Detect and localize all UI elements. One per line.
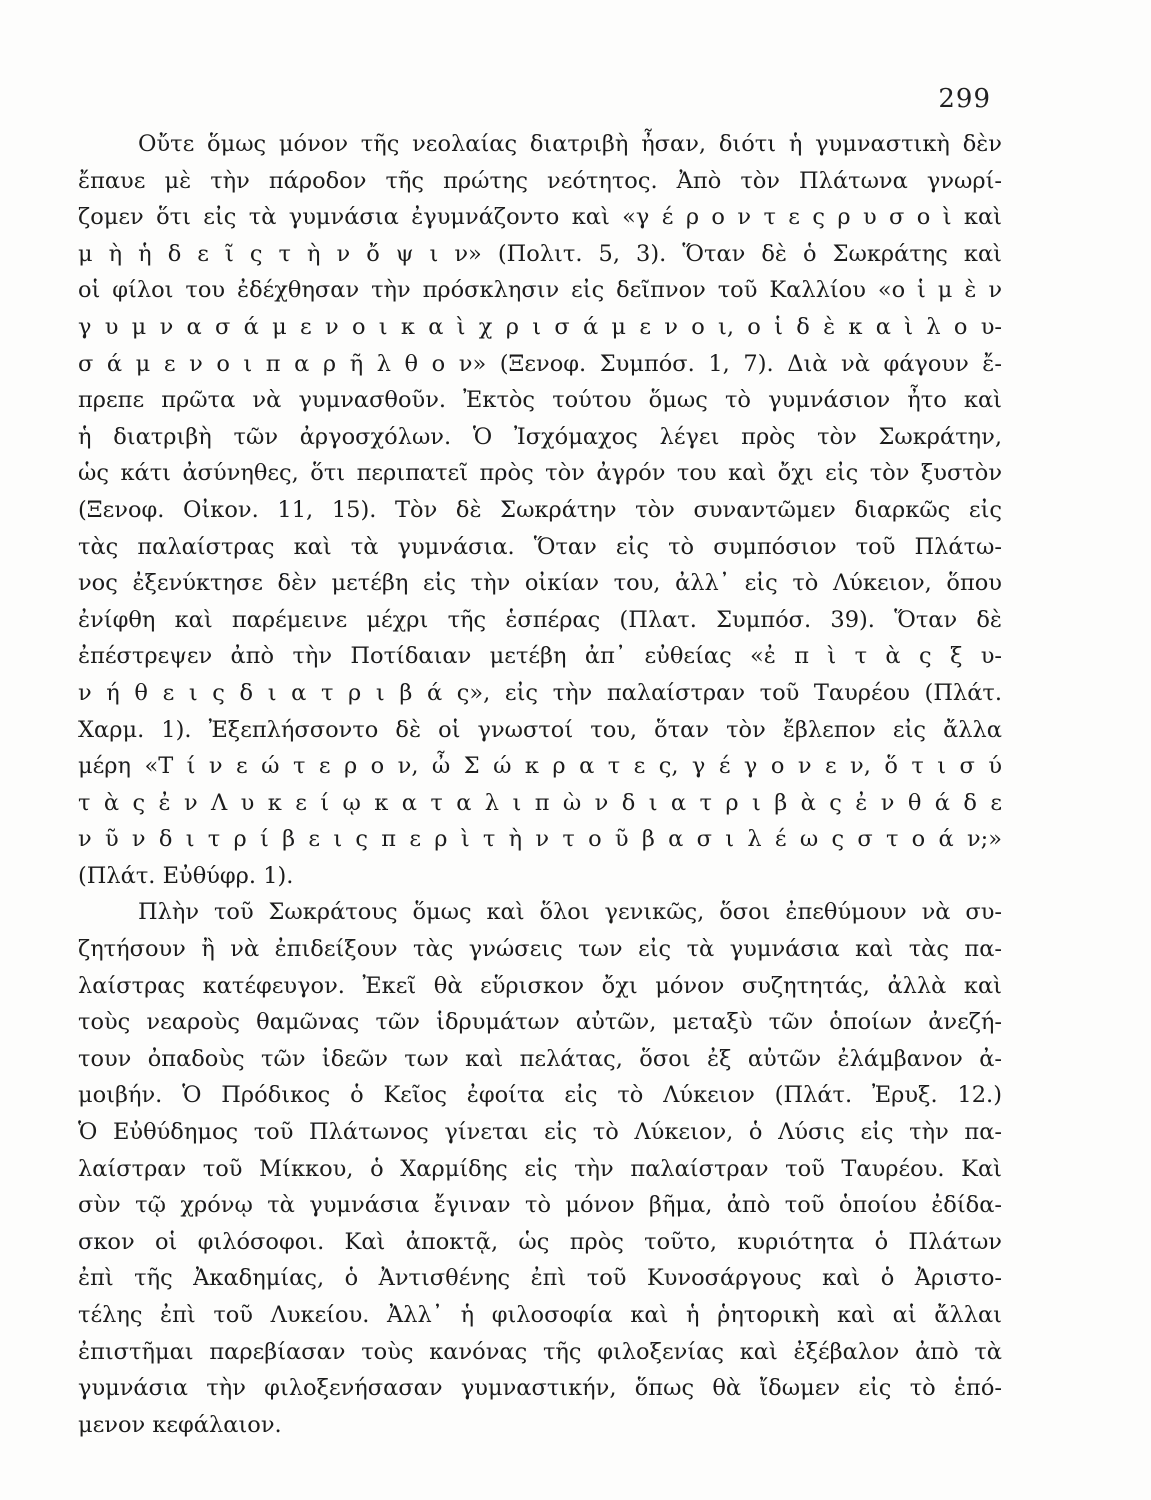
text-line: ν ή θ ε ι ς δ ι α τ ρ ι β ά ς», εἰς τὴν παλαίστραν τοῦ Ταυρέου (Πλάτ. xyxy=(78,679,1002,706)
text-line: ζομεν ὅτι εἰς τὰ γυμνάσια ἐγυμνάζοντο καὶ «γ έ ρ ο ν τ ε ς ρ υ σ ο ὶ καὶ xyxy=(78,204,1002,231)
text-line: ζητήσουν ἢ νὰ ἐπιδείξουν τὰς γνώσεις των εἰς τὰ γυμνάσια καὶ τὰς πα- xyxy=(78,936,1002,963)
paragraph-2 xyxy=(78,894,1002,1443)
text-line: (Πλάτ. Εὐθύφρ. 1). xyxy=(78,862,294,889)
text-line: τὰς παλαίστρας καὶ τὰ γυμνάσια. Ὅταν εἰς τὸ συμπόσιον τοῦ Πλάτω- xyxy=(78,533,1002,560)
body-text xyxy=(78,126,1002,1443)
text-line: σκον οἱ φιλόσοφοι. Καὶ ἀποκτᾷ, ὡς πρὸς τοῦτο, κυριότητα ὁ Πλάτων xyxy=(78,1228,1002,1255)
text-line: ἔπαυε μὲ τὴν πάροδον τῆς πρώτης νεότητος. Ἀπὸ τὸν Πλάτωνα γνωρί- xyxy=(78,167,1002,194)
text-line: μ ὴ ἡ δ ε ῖ ς τ ὴ ν ὄ ψ ι ν» (Πολιτ. 5, 3). Ὅταν δὲ ὁ Σωκράτης καὶ xyxy=(78,240,1002,267)
text-line: Χαρμ. 1). Ἐξεπλήσσοντο δὲ οἱ γνωστοί του, ὅταν τὸν ἔβλεπον εἰς ἄλλα xyxy=(78,716,1002,743)
text-line: ὡς κάτι ἀσύνηθες, ὅτι περιπατεῖ πρὸς τὸν ἀγρόν του καὶ ὄχι εἰς τὸν ξυστὸν xyxy=(78,460,1002,487)
text-line: μέρη «Τ ί ν ε ώ τ ε ρ ο ν, ὦ Σ ώ κ ρ α τ ε ς, γ έ γ ο ν ε ν, ὅ τ ι σ ύ xyxy=(78,753,1002,780)
text-line: ν ῦ ν δ ι τ ρ ί β ε ι ς π ε ρ ὶ τ ὴ ν τ ο ῦ β α σ ι λ έ ω ς σ τ ο ά ν;» xyxy=(78,826,1002,853)
text-line: Οὔτε ὅμως μόνον τῆς νεολαίας διατριβὴ ἦσαν, διότι ἡ γυμναστικὴ δὲν xyxy=(138,131,1002,157)
text-line: σ ά μ ε ν ο ι π α ρ ῆ λ θ ο ν» (Ξενοφ. Συμπόσ. 1, 7). Διὰ νὰ φάγουν ἔ- xyxy=(78,350,1002,377)
text-line: γυμνάσια τὴν φιλοξενήσασαν γυμναστικήν, ὅπως θὰ ἴδωμεν εἰς τὸ ἑπό- xyxy=(78,1375,1002,1402)
text-line: μενον κεφάλαιον. xyxy=(78,1411,282,1438)
page-number: 299 xyxy=(938,84,991,114)
text-line: Πλὴν τοῦ Σωκράτους ὅμως καὶ ὅλοι γενικῶς, ὅσοι ἐπεθύμουν νὰ συ- xyxy=(138,899,1002,926)
text-line: μοιβήν. Ὁ Πρόδικος ὁ Κεῖος ἐφοίτα εἰς τὸ Λύκειον (Πλάτ. Ἐρυξ. 12.) xyxy=(78,1082,1002,1109)
paragraph-1 xyxy=(78,126,1002,894)
text-line: τέλης ἐπὶ τοῦ Λυκείου. Ἀλλ᾽ ἡ φιλοσοφία καὶ ἡ ῥητορικὴ καὶ αἱ ἄλλαι xyxy=(78,1302,1002,1328)
text-line: λαίστρας κατέφευγον. Ἐκεῖ θὰ εὕρισκον ὄχι μόνον συζητητάς, ἀλλὰ καὶ xyxy=(78,972,1002,999)
text-line: τοὺς νεαροὺς θαμῶνας τῶν ἱδρυμάτων αὐτῶν, μεταξὺ τῶν ὁποίων ἀνεζή- xyxy=(78,1009,1002,1036)
text-line: λαίστραν τοῦ Μίκκου, ὁ Χαρμίδης εἰς τὴν παλαίστραν τοῦ Ταυρέου. Καὶ xyxy=(78,1155,1002,1182)
text-line: πρεπε πρῶτα νὰ γυμνασθοῦν. Ἐκτὸς τούτου ὅμως τὸ γυμνάσιον ἦτο καὶ xyxy=(78,387,1002,414)
text-line: ἐνίφθη καὶ παρέμεινε μέχρι τῆς ἑσπέρας (Πλατ. Συμπόσ. 39). Ὅταν δὲ xyxy=(78,606,1002,633)
text-line: οἱ φίλοι του ἐδέχθησαν τὴν πρόσκλησιν εἰς δεῖπνον τοῦ Καλλίου «ο ἱ μ ὲ ν xyxy=(78,277,1002,304)
text-line: (Ξενοφ. Οἰκον. 11, 15). Τὸν δὲ Σωκράτην τὸν συναντῶμεν διαρκῶς εἰς xyxy=(78,496,1002,523)
text-line: ἐπέστρεψεν ἀπὸ τὴν Ποτίδαιαν μετέβη ἀπ᾽ εὐθείας «ἐ π ὶ τ ὰ ς ξ υ- xyxy=(78,643,1002,670)
text-line: γ υ μ ν α σ ά μ ε ν ο ι κ α ὶ χ ρ ι σ ά μ ε ν ο ι, ο ἱ δ ὲ κ α ὶ λ ο υ- xyxy=(78,313,1002,340)
text-line: ἐπιστῆμαι παρεβίασαν τοὺς κανόνας τῆς φιλοξενίας καὶ ἐξέβαλον ἀπὸ τὰ xyxy=(78,1338,1002,1365)
text-line: σὺν τῷ χρόνῳ τὰ γυμνάσια ἔγιναν τὸ μόνον βῆμα, ἀπὸ τοῦ ὁποίου ἐδίδα- xyxy=(78,1192,1002,1219)
text-line: τουν ὀπαδοὺς τῶν ἰδεῶν των καὶ πελάτας, ὅσοι ἐξ αὐτῶν ἐλάμβανον ἀ- xyxy=(78,1045,1002,1072)
text-line: Ὁ Εὐθύδημος τοῦ Πλάτωνος γίνεται εἰς τὸ Λύκειον, ὁ Λύσις εἰς τὴν πα- xyxy=(78,1119,1002,1146)
text-line: νος ἐξενύκτησε δὲν μετέβη εἰς τὴν οἰκίαν του, ἀλλ᾽ εἰς τὸ Λύκειον, ὅπου xyxy=(78,570,1002,597)
text-line: ἐπὶ τῆς Ἀκαδημίας, ὁ Ἀντισθένης ἐπὶ τοῦ Κυνοσάργους καὶ ὁ Ἀριστο- xyxy=(78,1265,1002,1292)
text-line: ἡ διατριβὴ τῶν ἀργοσχόλων. Ὁ Ἰσχόμαχος λέγει πρὸς τὸν Σωκράτην, xyxy=(78,423,1002,450)
text-line: τ ὰ ς ἐ ν Λ υ κ ε ί ῳ κ α τ α λ ι π ὼ ν δ ι α τ ρ ι β ὰ ς ἐ ν θ ά δ ε xyxy=(78,789,1002,816)
